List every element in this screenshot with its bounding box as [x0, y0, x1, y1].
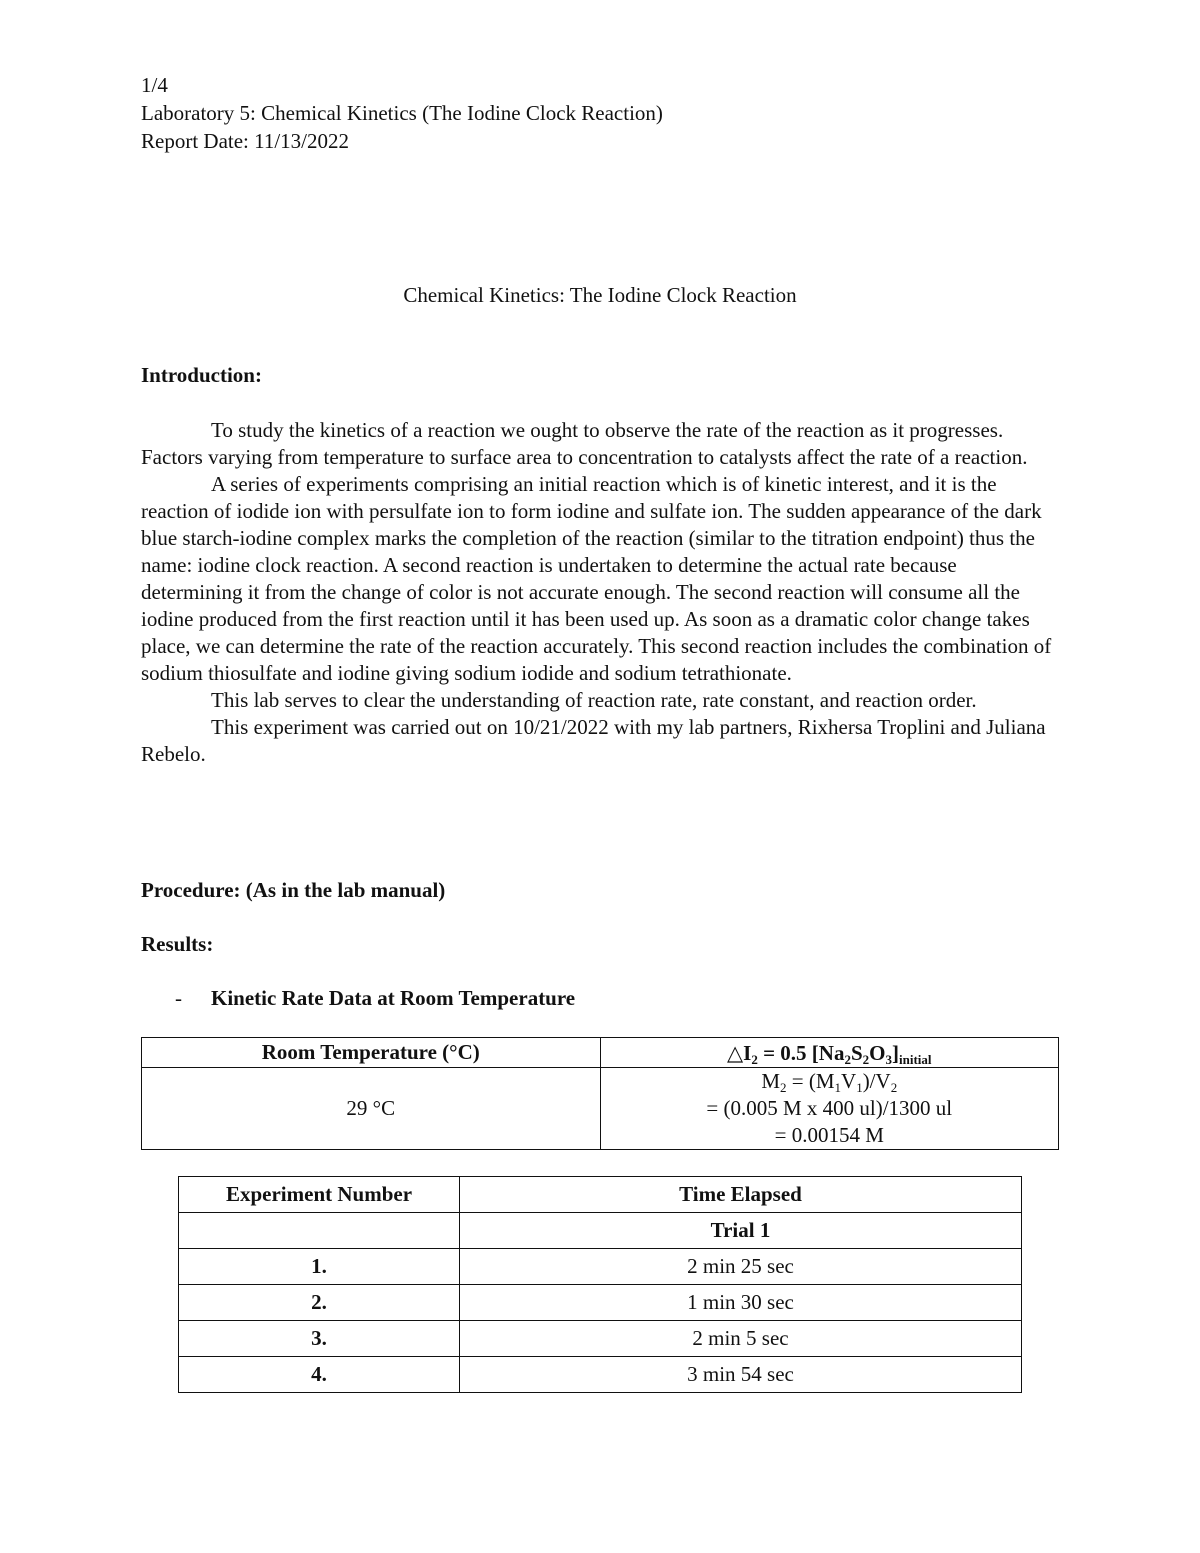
calc-line-2: = (0.005 M x 400 ul)/1300 ul — [706, 1096, 953, 1120]
table-row — [179, 1321, 1022, 1357]
table-row — [179, 1285, 1022, 1321]
document-title: Chemical Kinetics: The Iodine Clock Reaction — [403, 283, 797, 307]
kinetic-rate-heading: Kinetic Rate Data at Room Temperature — [211, 986, 576, 1010]
experiment-number: 3. — [179, 1321, 460, 1357]
time-value: 3 min 54 sec — [460, 1357, 1022, 1393]
report-date: Report Date: 11/13/2022 — [141, 129, 350, 153]
experiment-number: 1. — [179, 1249, 460, 1285]
intro-paragraph-1: To study the kinetics of a reaction we ought to observe the rate of the reaction as it progresses. Factors varying from temperature to surface area to concentration to catalysts affect the rate of a reaction. — [141, 418, 1028, 469]
concentration-calc — [600, 1068, 1059, 1150]
temperature-value: 29 °C — [142, 1068, 601, 1150]
bullet-dash: - — [175, 986, 182, 1010]
introduction-heading: Introduction: — [141, 363, 262, 387]
page-indicator: 1/4 — [141, 73, 168, 97]
table-row — [179, 1249, 1022, 1285]
time-elapsed-table — [178, 1176, 1022, 1393]
time-elapsed-header: Time Elapsed — [460, 1177, 1022, 1213]
calc-line-1: $M_2 = (M_1V_1)/V_2$ — [761, 1069, 898, 1095]
empty-cell — [179, 1213, 460, 1249]
intro-paragraph-3: This lab serves to clear the understanding of reaction rate, rate constant, and reaction order. — [211, 688, 977, 712]
room-temp-header: Room Temperature (°C) — [142, 1038, 601, 1068]
introduction-body — [141, 417, 1061, 768]
intro-paragraph-4: This experiment was carried out on 10/21/2022 with my lab partners, Rixhersa Troplini and Juliana Rebelo. — [141, 715, 1046, 766]
experiment-number-header: Experiment Number — [179, 1177, 460, 1213]
experiment-number: 2. — [179, 1285, 460, 1321]
room-temperature-table — [141, 1037, 1059, 1150]
time-value: 2 min 25 sec — [460, 1249, 1022, 1285]
results-heading: Results: — [141, 932, 214, 956]
trial-1-header: Trial 1 — [460, 1213, 1022, 1249]
time-value: 2 min 5 sec — [460, 1321, 1022, 1357]
procedure-heading: Procedure: (As in the lab manual) — [141, 878, 446, 902]
lab-title: Laboratory 5: Chemical Kinetics (The Iodine Clock Reaction) — [141, 101, 663, 125]
table-row — [179, 1357, 1022, 1393]
time-value: 1 min 30 sec — [460, 1285, 1022, 1321]
experiment-number: 4. — [179, 1357, 460, 1393]
intro-paragraph-2: A series of experiments comprising an initial reaction which is of kinetic interest, and it is the reaction of iodide ion with persulfate ion to form iodine and sulfate ion. The sudden appearance of the dark blue starch-iodine complex marks the completion of the reaction (similar to the titration endpoint) thus the name: iodine clock reaction. A second reaction is undertaken to determine the actual rate because determining it from the change of color is not accurate enough. The second reaction will consume all the iodine produced from the first reaction until it has been used up. As soon as a dramatic color change takes place, we can determine the rate of the reaction accurately. This second reaction includes the combination of sodium thiosulfate and iodine giving sodium iodide and sodium tetrathionate. — [141, 472, 1052, 685]
calc-line-3: = 0.00154 M — [774, 1123, 884, 1147]
delta-i2-header: $\triangle I_2 = 0.5$ $[Na_2S_2O_3]_{initial}$ — [600, 1038, 1059, 1068]
